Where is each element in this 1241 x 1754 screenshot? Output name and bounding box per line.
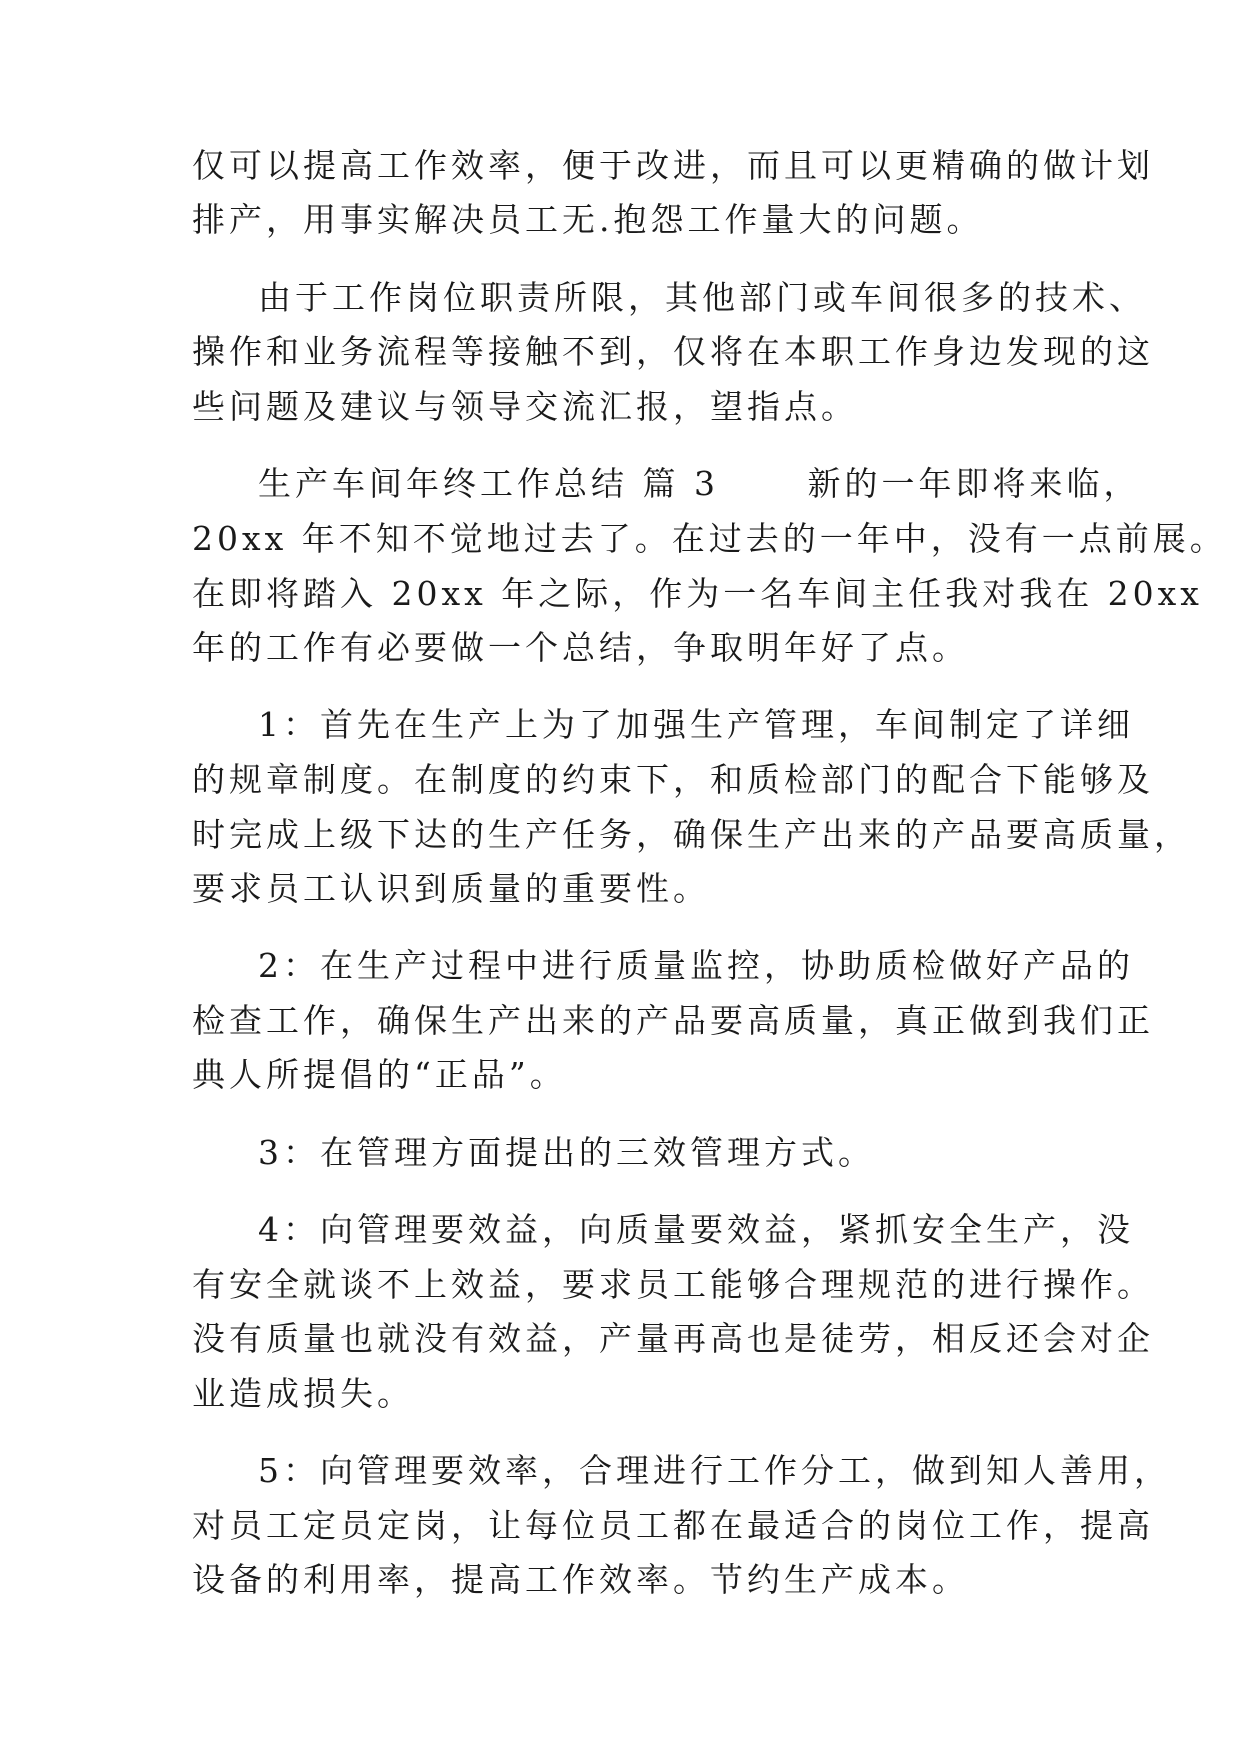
- text-line: 由于工作岗位职责所限，其他部门或车间很多的技术、: [258, 278, 1146, 317]
- text-line: 些问题及建议与领导交流汇报，望指点。: [192, 387, 858, 426]
- text-line: 3：在管理方面提出的三效管理方式。: [258, 1133, 875, 1172]
- text-line: 有安全就谈不上效益，要求员工能够合理规范的进行操作。: [192, 1265, 1154, 1304]
- text-line: 操作和业务流程等接触不到，仅将在本职工作身边发现的这: [192, 332, 1154, 371]
- text-line: 年的工作有必要做一个总结，争取明年好了点。: [192, 628, 969, 667]
- text-line: 在即将踏入 20xx 年之际，作为一名车间主任我对我在 20xx: [192, 574, 1203, 613]
- text-line: 1：首先在生产上为了加强生产管理，车间制定了详细: [258, 705, 1134, 744]
- text-line: 仅可以提高工作效率，便于改进，而且可以更精确的做计划: [192, 146, 1154, 185]
- text-line: 排产，用事实解决员工无.抱怨工作量大的问题。: [192, 200, 984, 239]
- text-line: 2：在生产过程中进行质量监控，协助质检做好产品的: [258, 946, 1134, 985]
- text-line: 20xx 年不知不觉地过去了。在过去的一年中，没有一点前展。: [192, 519, 1227, 558]
- text-line: 生产车间年终工作总结 篇 3 新的一年即将来临，: [258, 464, 1141, 503]
- text-line: 检查工作，确保生产出来的产品要高质量，真正做到我们正: [192, 1001, 1154, 1040]
- text-line: 4：向管理要效益，向质量要效益，紧抓安全生产，没: [258, 1210, 1134, 1249]
- text-line: 业造成损失。: [192, 1374, 414, 1413]
- text-line: 时完成上级下达的生产任务，确保生产出来的产品要高质量，: [192, 815, 1191, 854]
- text-line: 要求员工认识到质量的重要性。: [192, 869, 710, 908]
- text-line: 5：向管理要效率，合理进行工作分工，做到知人善用，: [258, 1451, 1171, 1490]
- text-line: 的规章制度。在制度的约束下，和质检部门的配合下能够及: [192, 760, 1154, 799]
- text-line: 对员工定员定岗，让每位员工都在最适合的岗位工作，提高: [192, 1506, 1154, 1545]
- text-line: 没有质量也就没有效益，产量再高也是徒劳，相反还会对企: [192, 1319, 1154, 1358]
- text-line: 典人所提倡的“正品”。: [192, 1055, 567, 1094]
- text-line: 设备的利用率，提高工作效率。节约生产成本。: [192, 1560, 969, 1599]
